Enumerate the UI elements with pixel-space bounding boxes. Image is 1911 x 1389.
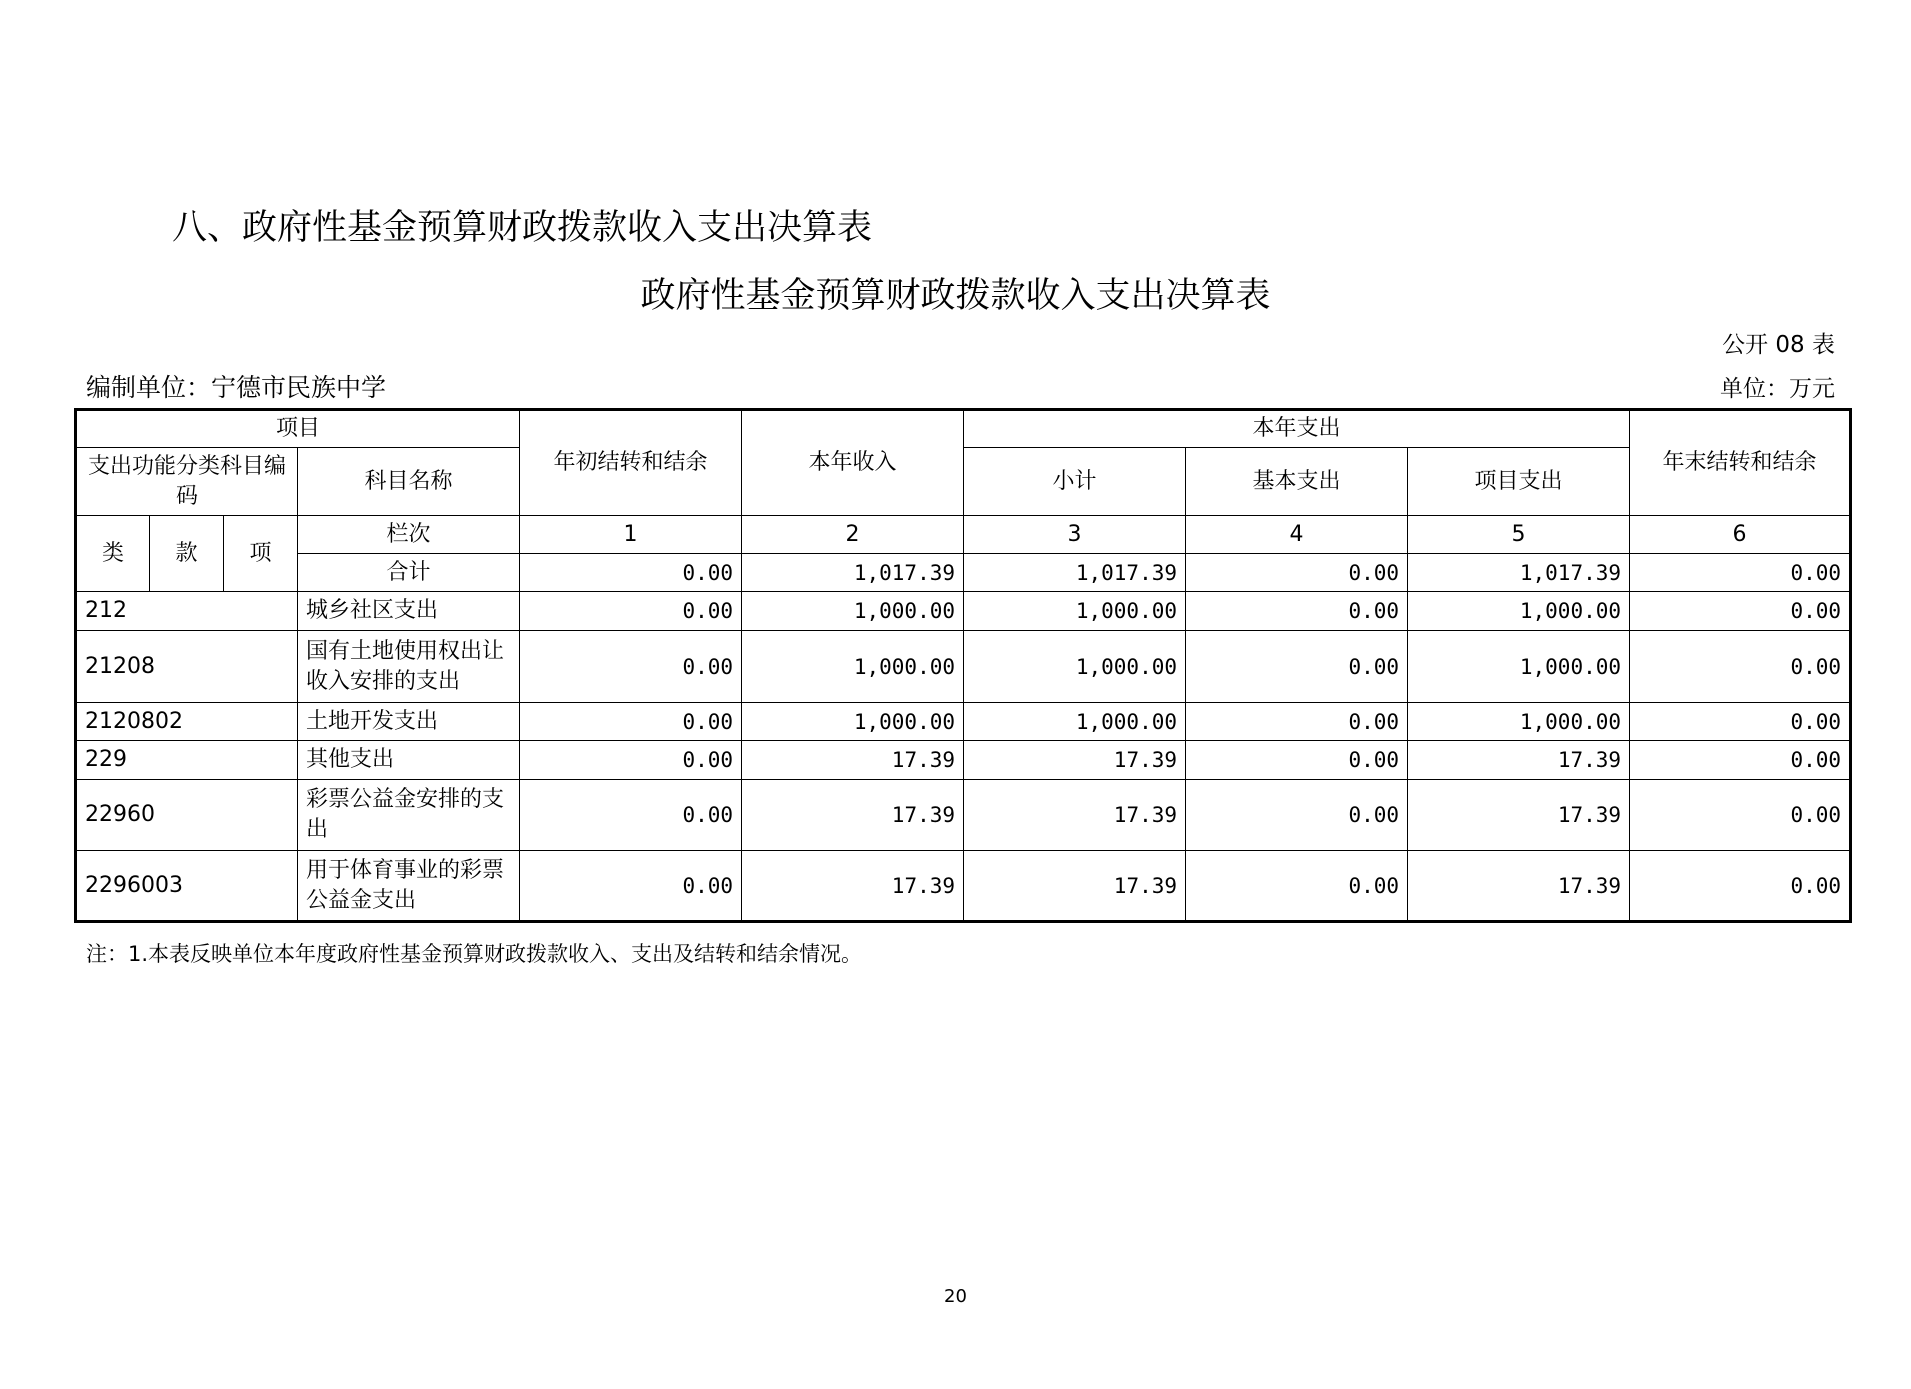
row-value: 1,000.00 — [1408, 631, 1630, 703]
row-value: 0.00 — [520, 631, 742, 703]
page-title: 政府性基金预算财政拨款收入支出决算表 — [640, 276, 1271, 316]
section-title: 八、政府性基金预算财政拨款收入支出决算表 — [172, 208, 873, 248]
col-number-4: 4 — [1186, 516, 1408, 554]
row-name: 其他支出 — [298, 741, 520, 780]
table-row — [76, 851, 1851, 922]
budget-table — [74, 408, 1852, 923]
row-value: 17.39 — [964, 780, 1186, 851]
table-row — [76, 703, 1851, 741]
header-expense: 本年支出 — [964, 410, 1630, 448]
row-value: 17.39 — [964, 741, 1186, 780]
row-value: 0.00 — [1186, 592, 1408, 631]
header-lanci: 栏次 — [298, 516, 520, 554]
row-value: 17.39 — [742, 780, 964, 851]
total-begin-balance: 0.00 — [520, 554, 742, 592]
row-code: 2296003 — [76, 851, 298, 922]
header-lei: 类 — [76, 516, 150, 592]
row-value: 0.00 — [1630, 741, 1851, 780]
row-value: 0.00 — [520, 741, 742, 780]
row-value: 0.00 — [1186, 703, 1408, 741]
row-value: 17.39 — [1408, 741, 1630, 780]
header-subtotal: 小计 — [964, 448, 1186, 516]
row-value: 17.39 — [1408, 851, 1630, 922]
total-row — [76, 554, 1851, 592]
row-value: 17.39 — [964, 851, 1186, 922]
table-row — [76, 780, 1851, 851]
row-value: 0.00 — [1630, 780, 1851, 851]
row-code: 212 — [76, 592, 298, 631]
row-value: 1,000.00 — [742, 592, 964, 631]
table-row — [76, 741, 1851, 780]
total-project: 1,017.39 — [1408, 554, 1630, 592]
row-code: 21208 — [76, 631, 298, 703]
row-value: 17.39 — [742, 851, 964, 922]
table-row — [76, 631, 1851, 703]
row-value: 0.00 — [1186, 780, 1408, 851]
row-value: 1,000.00 — [964, 592, 1186, 631]
row-code: 2120802 — [76, 703, 298, 741]
header-name: 科目名称 — [298, 448, 520, 516]
row-value: 0.00 — [520, 592, 742, 631]
compiling-unit: 编制单位：宁德市民族中学 — [86, 373, 387, 402]
col-number-3: 3 — [964, 516, 1186, 554]
header-begin-balance: 年初结转和结余 — [520, 410, 742, 516]
header-basic: 基本支出 — [1186, 448, 1408, 516]
row-value: 0.00 — [1630, 631, 1851, 703]
row-value: 0.00 — [1186, 851, 1408, 922]
row-value: 1,000.00 — [742, 631, 964, 703]
header-project-expense: 项目支出 — [1408, 448, 1630, 516]
row-name: 城乡社区支出 — [298, 592, 520, 631]
header-kuan: 款 — [150, 516, 224, 592]
currency-unit: 单位：万元 — [1720, 376, 1835, 402]
footnote: 注：1.本表反映单位本年度政府性基金预算财政拨款收入、支出及结转和结余情况。 — [86, 942, 863, 966]
row-value: 0.00 — [1630, 851, 1851, 922]
col-number-6: 6 — [1630, 516, 1851, 554]
header-income: 本年收入 — [742, 410, 964, 516]
total-basic: 0.00 — [1186, 554, 1408, 592]
total-subtotal: 1,017.39 — [964, 554, 1186, 592]
row-value: 0.00 — [1186, 631, 1408, 703]
table-row — [76, 592, 1851, 631]
row-name: 国有土地使用权出让收入安排的支出 — [298, 631, 520, 703]
row-value: 17.39 — [1408, 780, 1630, 851]
total-end-balance: 0.00 — [1630, 554, 1851, 592]
row-value: 1,000.00 — [964, 703, 1186, 741]
row-name: 彩票公益金安排的支出 — [298, 780, 520, 851]
col-number-2: 2 — [742, 516, 964, 554]
row-value: 1,000.00 — [964, 631, 1186, 703]
header-project: 项目 — [76, 410, 520, 448]
row-value: 1,000.00 — [742, 703, 964, 741]
row-value: 0.00 — [520, 703, 742, 741]
row-value: 0.00 — [1186, 741, 1408, 780]
total-label: 合计 — [298, 554, 520, 592]
header-end-balance: 年末结转和结余 — [1630, 410, 1851, 516]
row-code: 22960 — [76, 780, 298, 851]
row-value: 0.00 — [520, 780, 742, 851]
row-value: 0.00 — [520, 851, 742, 922]
row-name: 土地开发支出 — [298, 703, 520, 741]
col-number-5: 5 — [1408, 516, 1630, 554]
form-number: 公开 08 表 — [1722, 332, 1835, 358]
row-name: 用于体育事业的彩票公益金支出 — [298, 851, 520, 922]
row-code: 229 — [76, 741, 298, 780]
header-code: 支出功能分类科目编码 — [76, 448, 298, 516]
row-value: 1,000.00 — [1408, 592, 1630, 631]
row-value: 0.00 — [1630, 592, 1851, 631]
page-number: 20 — [944, 1286, 967, 1307]
row-value: 17.39 — [742, 741, 964, 780]
total-income: 1,017.39 — [742, 554, 964, 592]
col-number-1: 1 — [520, 516, 742, 554]
row-value: 1,000.00 — [1408, 703, 1630, 741]
row-value: 0.00 — [1630, 703, 1851, 741]
header-xiang: 项 — [224, 516, 298, 592]
